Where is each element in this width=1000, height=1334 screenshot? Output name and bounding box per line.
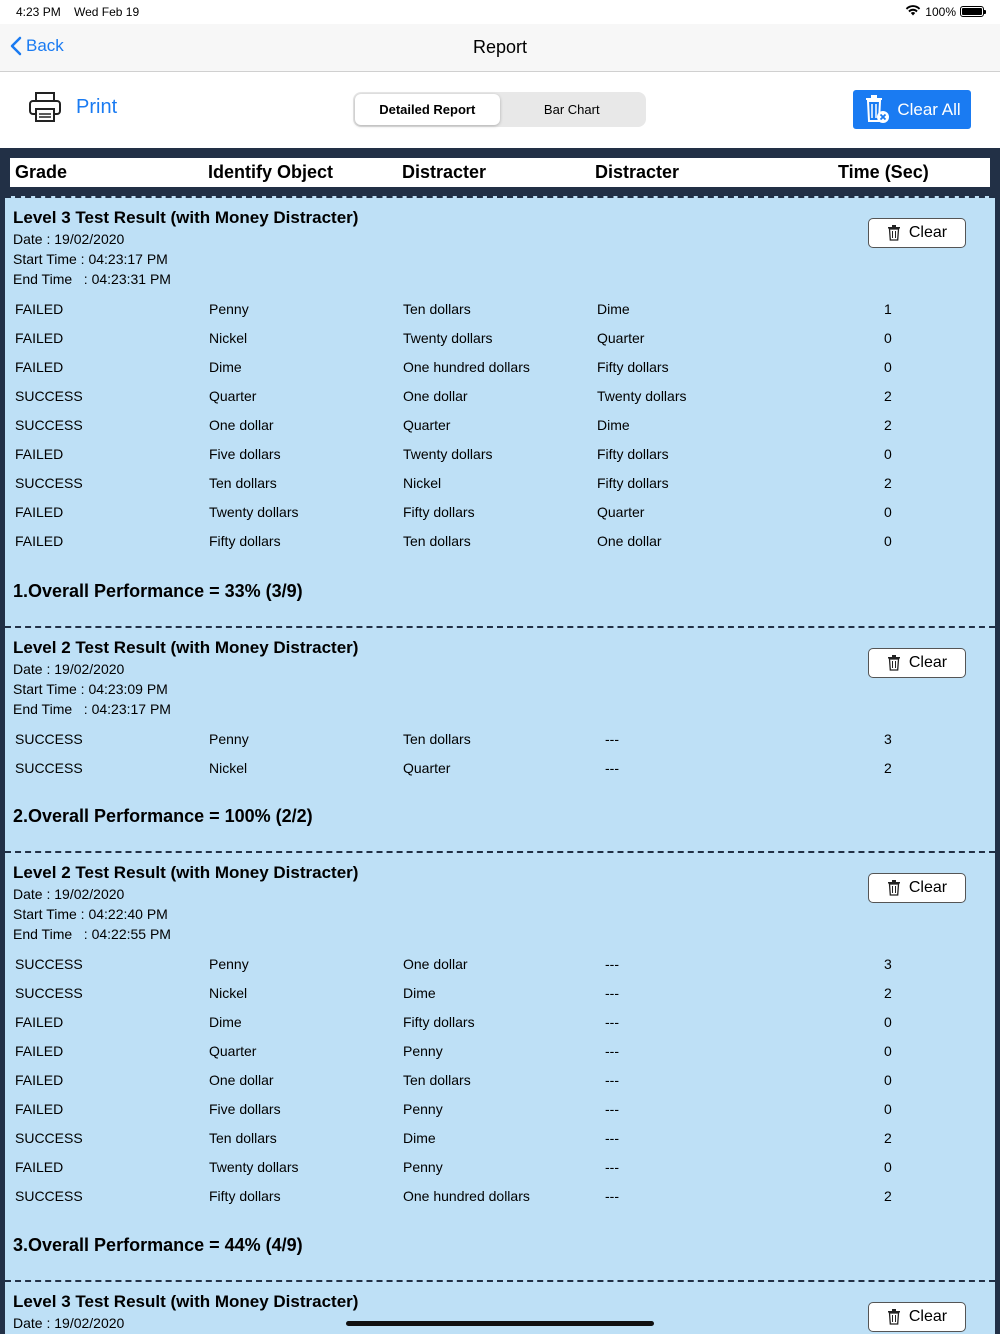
table-row (5, 760, 995, 780)
cell-grade: SUCCESS (15, 417, 83, 433)
trash-clear-all-icon (863, 95, 891, 125)
cell-time: 2 (884, 1130, 892, 1146)
status-date: Wed Feb 19 (74, 5, 140, 19)
section-title: Level 3 Test Result (with Money Distracter) (13, 208, 359, 227)
overall-performance: 2.Overall Performance = 100% (2/2) (13, 806, 313, 826)
cell-grade: SUCCESS (15, 956, 83, 972)
status-time: 4:23 PM (16, 5, 61, 19)
cell-distracter-1: Quarter (403, 417, 451, 433)
cell-object: Five dollars (209, 1101, 281, 1117)
cell-grade: FAILED (15, 301, 64, 317)
navigation-bar (0, 24, 1000, 72)
cell-grade: FAILED (15, 330, 64, 346)
cell-distracter-1: Ten dollars (403, 301, 471, 317)
table-row (5, 533, 995, 553)
cell-distracter-1: Twenty dollars (403, 330, 493, 346)
cell-object: Dime (209, 1014, 242, 1030)
cell-grade: FAILED (15, 1072, 64, 1088)
cell-object: Nickel (209, 760, 248, 776)
clear-all-button[interactable] (853, 90, 971, 129)
home-indicator[interactable] (346, 1321, 654, 1326)
table-row (5, 417, 995, 437)
table-row (5, 1130, 995, 1150)
table-row (5, 1072, 995, 1092)
print-label: Print (76, 95, 118, 118)
cell-time: 0 (884, 359, 892, 375)
cell-time: 3 (884, 731, 892, 747)
cell-distracter-2: --- (605, 985, 619, 1001)
cell-object: One dollar (209, 417, 274, 433)
cell-time: 0 (884, 1043, 892, 1059)
cell-distracter-1: Penny (403, 1159, 443, 1175)
cell-distracter-1: One hundred dollars (403, 359, 530, 375)
cell-object: Nickel (209, 985, 248, 1001)
section-start-time: Start Time : 04:23:17 PM (13, 251, 168, 267)
header-time: Time (Sec) (838, 162, 929, 182)
cell-grade: SUCCESS (15, 475, 83, 491)
cell-time: 0 (884, 330, 892, 346)
section-title: Level 2 Test Result (with Money Distracter) (13, 638, 359, 657)
cell-distracter-2: One dollar (597, 533, 662, 549)
section-title: Level 3 Test Result (with Money Distracter) (13, 1292, 359, 1311)
cell-object: Fifty dollars (209, 533, 281, 549)
cell-object: Quarter (209, 1043, 257, 1059)
cell-object: Quarter (209, 388, 257, 404)
cell-distracter-1: Ten dollars (403, 1072, 471, 1088)
cell-distracter-2: Quarter (597, 330, 645, 346)
result-section (5, 853, 995, 1282)
cell-distracter-2: --- (605, 760, 619, 776)
report-list[interactable] (5, 196, 995, 1334)
cell-object: Twenty dollars (209, 504, 299, 520)
status-bar (0, 0, 1000, 24)
cell-time: 0 (884, 446, 892, 462)
overall-performance: 1.Overall Performance = 33% (3/9) (13, 581, 303, 601)
section-date: Date : 19/02/2020 (13, 886, 125, 902)
clear-section-button[interactable] (868, 873, 966, 903)
cell-distracter-1: Fifty dollars (403, 1014, 475, 1030)
report-table (0, 148, 1000, 1334)
trash-icon (887, 225, 901, 241)
cell-grade: SUCCESS (15, 1130, 83, 1146)
table-row (5, 1014, 995, 1034)
header-distracter-2: Distracter (595, 162, 680, 182)
cell-distracter-1: Penny (403, 1101, 443, 1117)
table-row (5, 731, 995, 751)
cell-distracter-1: Ten dollars (403, 731, 471, 747)
cell-distracter-2: Twenty dollars (597, 388, 687, 404)
table-row (5, 1101, 995, 1121)
toolbar (0, 73, 1000, 148)
cell-grade: FAILED (15, 446, 64, 462)
cell-distracter-2: --- (605, 731, 619, 747)
section-title: Level 2 Test Result (with Money Distracter) (13, 863, 359, 882)
clear-section-button[interactable] (868, 1302, 966, 1332)
cell-distracter-2: --- (605, 1043, 619, 1059)
cell-distracter-1: One dollar (403, 388, 468, 404)
cell-time: 0 (884, 1159, 892, 1175)
cell-distracter-2: --- (605, 1159, 619, 1175)
trash-icon (887, 1309, 901, 1325)
table-row (5, 475, 995, 495)
table-header (10, 158, 990, 187)
clear-section-button[interactable] (868, 218, 966, 248)
back-label: Back (26, 36, 64, 55)
cell-distracter-1: One dollar (403, 956, 468, 972)
cell-grade: SUCCESS (15, 388, 83, 404)
cell-distracter-1: Quarter (403, 760, 451, 776)
cell-grade: FAILED (15, 359, 64, 375)
table-row (5, 301, 995, 321)
cell-grade: FAILED (15, 1014, 64, 1030)
cell-distracter-2: Dime (597, 417, 630, 433)
cell-object: One dollar (209, 1072, 274, 1088)
cell-object: Penny (209, 956, 249, 972)
clear-label: Clear (908, 654, 948, 671)
cell-object: Ten dollars (209, 1130, 277, 1146)
table-row (5, 330, 995, 350)
result-section (5, 628, 995, 853)
cell-time: 0 (884, 533, 892, 549)
clear-label: Clear (908, 224, 948, 241)
section-end-time: End Time : 04:23:17 PM (13, 701, 171, 717)
cell-object: Ten dollars (209, 475, 277, 491)
battery-icon (960, 6, 984, 17)
cell-distracter-2: --- (605, 1014, 619, 1030)
cell-distracter-2: Fifty dollars (597, 359, 669, 375)
table-row (5, 388, 995, 408)
header-grade: Grade (15, 162, 68, 182)
wifi-icon (905, 4, 921, 19)
clear-section-button[interactable] (868, 648, 966, 678)
cell-grade: SUCCESS (15, 760, 83, 776)
section-date: Date : 19/02/2020 (13, 231, 125, 247)
cell-time: 2 (884, 760, 892, 776)
table-row (5, 504, 995, 524)
table-row (5, 446, 995, 466)
cell-distracter-2: Dime (597, 301, 630, 317)
cell-distracter-1: Ten dollars (403, 533, 471, 549)
cell-distracter-1: Nickel (403, 475, 442, 491)
cell-time: 0 (884, 504, 892, 520)
cell-time: 2 (884, 417, 892, 433)
cell-distracter-2: --- (605, 1072, 619, 1088)
cell-distracter-1: Penny (403, 1043, 443, 1059)
cell-time: 0 (884, 1072, 892, 1088)
cell-grade: FAILED (15, 1159, 64, 1175)
tab-bar-chart[interactable]: Bar Chart (543, 102, 600, 117)
section-end-time: End Time : 04:22:55 PM (13, 926, 171, 942)
clear-all-label: Clear All (897, 99, 961, 119)
battery-percent: 100% (925, 4, 956, 19)
header-distracter-1: Distracter (402, 162, 487, 182)
table-row (5, 956, 995, 976)
cell-distracter-2: Quarter (597, 504, 645, 520)
cell-object: Five dollars (209, 446, 281, 462)
cell-time: 0 (884, 1014, 892, 1030)
cell-time: 0 (884, 1101, 892, 1117)
clear-label: Clear (908, 1308, 948, 1325)
table-row (5, 1043, 995, 1063)
trash-icon (887, 655, 901, 671)
cell-distracter-2: --- (605, 1188, 619, 1204)
table-row (5, 1188, 995, 1208)
cell-object: Penny (209, 731, 249, 747)
cell-time: 2 (884, 1188, 892, 1204)
printer-icon (28, 91, 62, 123)
tab-detailed-report[interactable]: Detailed Report (355, 94, 500, 125)
cell-grade: SUCCESS (15, 731, 83, 747)
cell-distracter-1: One hundred dollars (403, 1188, 530, 1204)
trash-icon (887, 880, 901, 896)
table-row (5, 985, 995, 1005)
clear-label: Clear (908, 879, 948, 896)
cell-distracter-2: Fifty dollars (597, 446, 669, 462)
cell-grade: FAILED (15, 1043, 64, 1059)
print-button[interactable] (28, 91, 117, 123)
cell-object: Penny (209, 301, 249, 317)
cell-grade: FAILED (15, 504, 64, 520)
cell-object: Fifty dollars (209, 1188, 281, 1204)
section-start-time: Start Time : 04:22:40 PM (13, 906, 168, 922)
cell-distracter-1: Dime (403, 985, 436, 1001)
cell-distracter-1: Dime (403, 1130, 436, 1146)
cell-object: Twenty dollars (209, 1159, 299, 1175)
section-end-time: End Time : 04:23:31 PM (13, 271, 171, 287)
cell-distracter-1: Twenty dollars (403, 446, 493, 462)
cell-time: 3 (884, 956, 892, 972)
section-date: Date : 19/02/2020 (13, 661, 125, 677)
header-identify-object: Identify Object (208, 162, 334, 182)
cell-distracter-2: --- (605, 1101, 619, 1117)
result-section (5, 1282, 995, 1334)
report-view-segmented-control (353, 92, 646, 127)
cell-grade: SUCCESS (15, 1188, 83, 1204)
table-row (5, 1159, 995, 1179)
cell-distracter-2: Fifty dollars (597, 475, 669, 491)
cell-distracter-2: --- (605, 956, 619, 972)
cell-object: Nickel (209, 330, 248, 346)
cell-grade: FAILED (15, 1101, 64, 1117)
section-date: Date : 19/02/2020 (13, 1315, 125, 1331)
cell-grade: FAILED (15, 533, 64, 549)
result-section (5, 198, 995, 628)
cell-time: 2 (884, 388, 892, 404)
cell-time: 1 (884, 301, 892, 317)
status-indicators (905, 4, 984, 19)
cell-time: 2 (884, 475, 892, 491)
section-start-time: Start Time : 04:23:09 PM (13, 681, 168, 697)
cell-object: Dime (209, 359, 242, 375)
cell-grade: SUCCESS (15, 985, 83, 1001)
table-row (5, 359, 995, 379)
cell-time: 2 (884, 985, 892, 1001)
cell-distracter-1: Fifty dollars (403, 504, 475, 520)
overall-performance: 3.Overall Performance = 44% (4/9) (13, 1235, 303, 1255)
page-title: Report (472, 37, 528, 57)
cell-distracter-2: --- (605, 1130, 619, 1146)
